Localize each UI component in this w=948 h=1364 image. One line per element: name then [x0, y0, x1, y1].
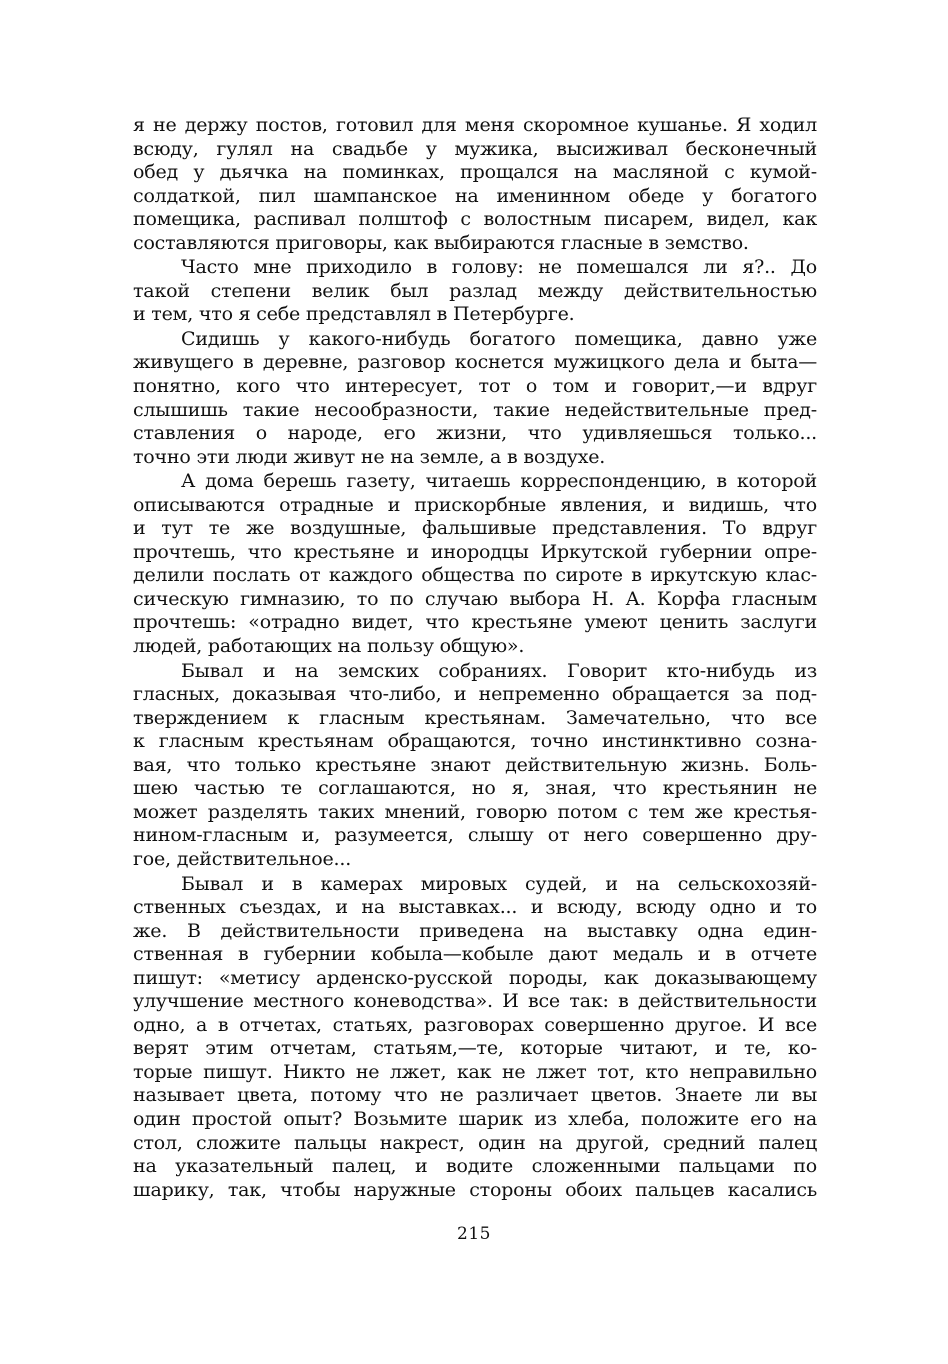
- text-line: ственная в губернии кобыла—кобыле дают медаль и в отчете: [133, 943, 817, 966]
- text-line: к гласным крестьянам обращаются, точно инстинктивно созна-: [133, 730, 817, 753]
- text-line: делили послать от каждого общества по сироте в иркутскую клас-: [133, 564, 817, 587]
- text-line: Бывал и в камерах мировых судей, и на сельскохозяй-: [181, 872, 817, 895]
- text-line: гласных, доказывая что-либо, и непременно обращается за под-: [133, 683, 817, 706]
- text-line: обед у дьячка на поминках, прощался на масляной с кумой-: [133, 161, 817, 184]
- text-line: вая, что только крестьяне знают действительную жизнь. Боль-: [133, 753, 817, 776]
- paragraph-1: [133, 114, 817, 255]
- text-line: и тут те же воздушные, фальшивые представления. То вдруг: [133, 517, 817, 540]
- text-line: описываются отрадные и прискорбные явления, и видишь, что: [133, 493, 817, 516]
- text-line: всюду, гулял на свадьбе у мужика, высиживал бесконечный: [133, 137, 817, 160]
- text-line: называет цвета, потому что не различает цветов. Знаете ли вы: [133, 1084, 817, 1107]
- text-line: Бывал и на земских собраниях. Говорит кто-нибудь из: [181, 659, 817, 682]
- text-line: ственных съездах, и на выставках... и всюду, всюду одно и то: [133, 896, 817, 919]
- text-line: Часто мне приходило в голову: не помешался ли я?.. До: [181, 256, 817, 279]
- text-line: нином-гласным и, разумеется, слышу от него совершенно дру-: [133, 824, 817, 847]
- text-line: и тем, что я себе представлял в Петербурге.: [133, 303, 575, 326]
- page-number: 215: [457, 1224, 491, 1244]
- text-line: Сидишь у какого-нибудь богатого помещика, давно уже: [181, 327, 817, 350]
- text-line: гое, действительное...: [133, 847, 352, 870]
- paragraph-4: [133, 470, 817, 658]
- page-body: [133, 114, 817, 1202]
- text-line: слышишь такие несообразности, такие недействительные пред-: [133, 398, 817, 421]
- text-line: такой степени велик был разлад между действительностью: [133, 279, 817, 302]
- text-line: прочтешь, что крестьяне и инородцы Иркутской губернии опре-: [133, 540, 817, 563]
- text-line: ставления о народе, его жизни, что удивляешься только...: [133, 422, 817, 445]
- text-line: шарику, так, чтобы наружные стороны обоих пальцев касались: [133, 1178, 817, 1201]
- text-line: верят этим отчетам, статьям,—те, которые читают, и те, ко-: [133, 1037, 817, 1060]
- paragraph-3: [133, 328, 817, 469]
- text-line: может разделять таких мнений, говорю потом с тем же крестья-: [133, 800, 817, 823]
- text-line: солдаткой, пил шампанское на именинном обеде у богатого: [133, 184, 817, 207]
- text-line: одно, а в отчетах, статьях, разговорах совершенно другое. И все: [133, 1013, 817, 1036]
- text-line: живущего в деревне, разговор коснется мужицкого дела и быта—: [133, 351, 817, 374]
- paragraph-6: [133, 873, 817, 1203]
- text-line: шею частью те соглашаются, но я, зная, что крестьянин не: [133, 777, 817, 800]
- text-line: прочтешь: «отрадно видет, что крестьяне умеют ценить заслуги: [133, 611, 817, 634]
- text-line: точно эти люди живут не на земле, а в воздухе.: [133, 445, 606, 468]
- text-line: торые пишут. Никто не лжет, как не лжет тот, кто неправильно: [133, 1060, 817, 1083]
- text-line: людей, работающих на пользу общую».: [133, 635, 525, 658]
- text-line: составляются приговоры, как выбираются гласные в земство.: [133, 231, 749, 254]
- paragraph-2: [133, 256, 817, 327]
- text-line: помещика, распивал полштоф с волостным писарем, видел, как: [133, 208, 817, 231]
- text-line: улучшение местного коневодства». И все так: в действительности: [133, 990, 817, 1013]
- paragraph-5: [133, 660, 817, 872]
- text-line: понятно, кого что интересует, тот о том и говорит,—и вдруг: [133, 375, 817, 398]
- text-line: сическую гимназию, то по случаю выбора Н. А. Корфа гласным: [133, 587, 817, 610]
- text-line: стол, сложите пальцы накрест, один на другой, средний палец: [133, 1131, 817, 1154]
- text-line: же. В действительности приведена на выставку одна един-: [133, 919, 817, 942]
- text-line: один простой опыт? Возьмите шарик из хлеба, положите его на: [133, 1107, 817, 1130]
- text-line: пишут: «метису арденско-русской породы, как доказывающему: [133, 966, 817, 989]
- text-line: тверждением к гласным крестьянам. Замечательно, что все: [133, 706, 817, 729]
- text-line: А дома берешь газету, читаешь корреспонденцию, в которой: [181, 470, 817, 493]
- text-line: я не держу постов, готовил для меня скоромное кушанье. Я ходил: [133, 114, 817, 136]
- text-line: на указательный палец, и водите сложенными пальцами по: [133, 1155, 817, 1178]
